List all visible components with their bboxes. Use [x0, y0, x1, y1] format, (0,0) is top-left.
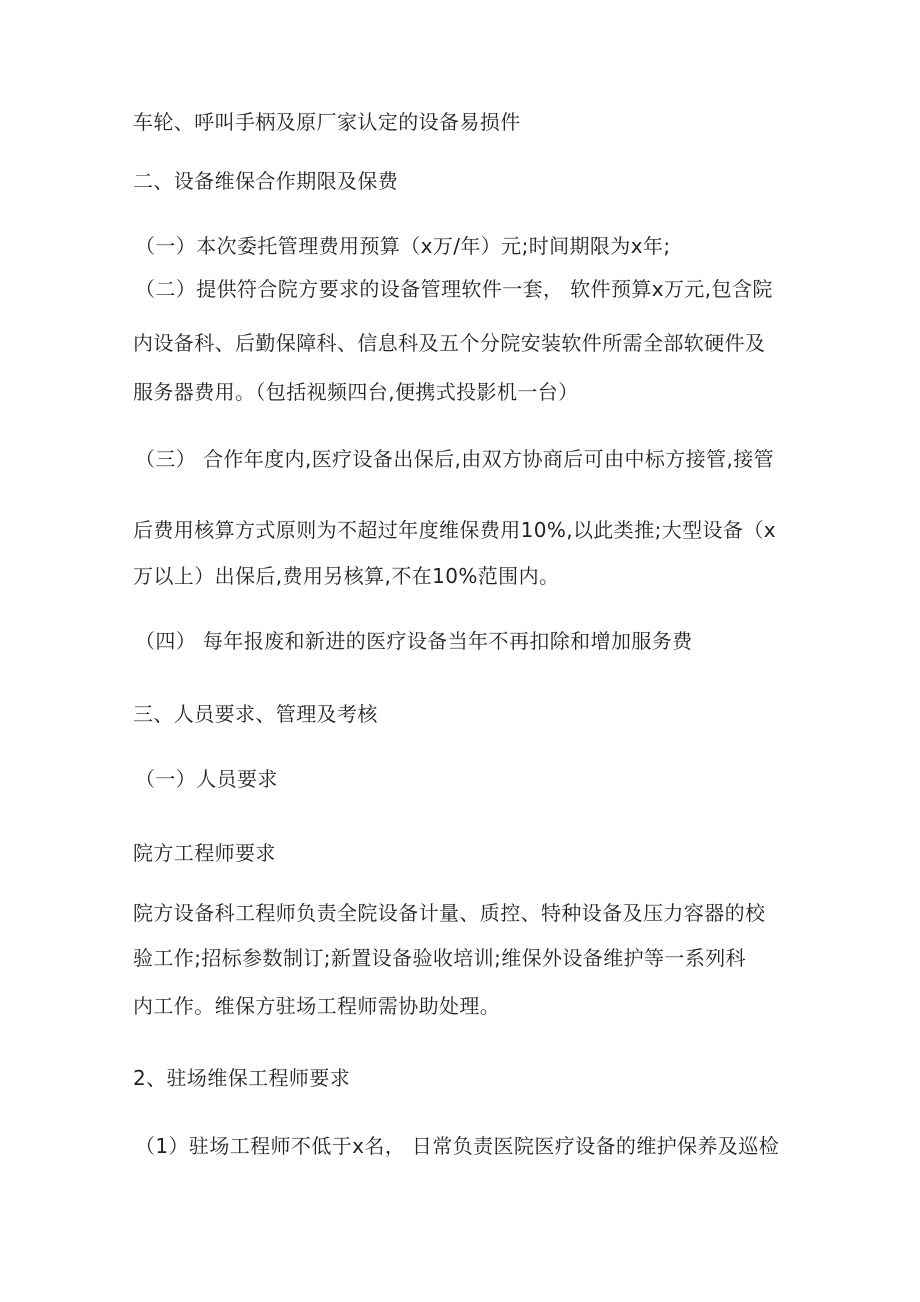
text-line-takeover-1: （三） 合作年度内,医疗设备出保后,由双方协商后可由中标方接管,接管 — [135, 447, 775, 471]
section-heading-2: 二、设备维保合作期限及保费 — [133, 169, 399, 193]
text-line-engineers-3: 内工作。维保方驻场工程师需协助处理。 — [133, 994, 501, 1018]
text-line-spare-parts: 车轮、呼叫手柄及原厂家认定的设备易损件 — [133, 110, 521, 134]
subheading-onsite-engineers: 2、驻场维保工程师要求 — [133, 1066, 351, 1090]
subheading-hospital-engineers: 院方工程师要求 — [133, 841, 276, 865]
text-line-software-3: 服务器费用。（包括视频四台,便携式投影机一台） — [133, 380, 579, 404]
text-line-onsite-engineers: （1）驻场工程师不低于x名， 日常负责医院医疗设备的维护保养及巡检 — [135, 1134, 780, 1158]
section-heading-3: 三、人员要求、管理及考核 — [133, 702, 378, 726]
text-line-engineers-2: 验工作;招标参数制订;新置设备验收培训;维保外设备维护等一系列科 — [133, 946, 747, 970]
text-line-scrapped-equipment: （四） 每年报废和新进的医疗设备当年不再扣除和增加服务费 — [135, 629, 693, 653]
text-line-takeover-3: 万以上）出保后,费用另核算,不在10%范围内。 — [133, 564, 560, 588]
subheading-personnel: （一）人员要求 — [135, 767, 278, 791]
text-line-software-1: （二）提供符合院方要求的设备管理软件一套， 软件预算x万元,包含院 — [135, 277, 773, 301]
text-line-budget: （一）本次委托管理费用预算（x万/年）元;时间期限为x年; — [135, 234, 671, 258]
text-line-engineers-1: 院方设备科工程师负责全院设备计量、质控、特种设备及压力容器的校 — [133, 901, 766, 925]
text-line-takeover-2: 后费用核算方式原则为不超过年度维保费用10%,以此类推;大型设备（x — [133, 518, 776, 542]
text-line-software-2: 内设备科、后勤保障科、信息科及五个分院安装软件所需全部软硬件及 — [133, 331, 766, 355]
